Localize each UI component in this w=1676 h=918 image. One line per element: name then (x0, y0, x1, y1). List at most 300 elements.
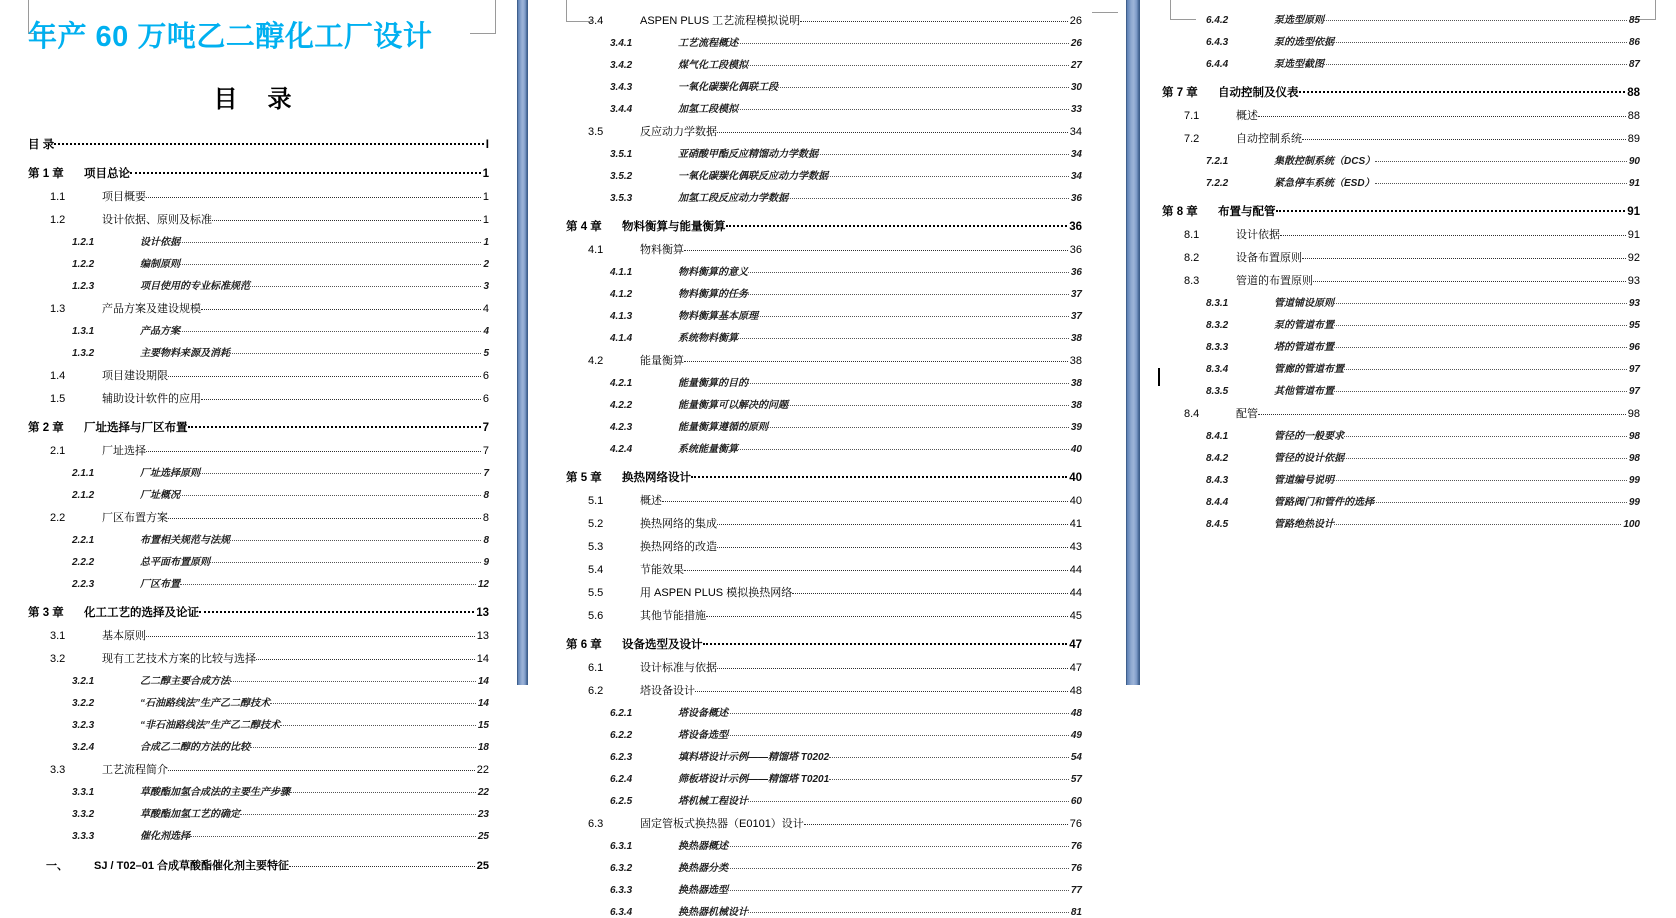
toc-entry-title: 编制原则 (140, 259, 180, 270)
toc-leader-dots (728, 706, 1069, 716)
toc-entry-page-number: 96 (1628, 342, 1640, 353)
toc-entry-number: 3.2 (50, 653, 66, 665)
toc-entry-number: 5.5 (588, 587, 604, 599)
toc-entry-page-number: 98 (1628, 431, 1640, 442)
toc-entry-title: 管径的一般要求 (1274, 431, 1344, 442)
toc-entry[interactable] (566, 376, 1082, 389)
toc-entry-number: 2.1.2 (72, 490, 95, 501)
toc-entry-title: 工艺流程概述 (678, 38, 738, 49)
toc-entry[interactable] (566, 265, 1082, 278)
toc-entry-number: 7.2.2 (1206, 178, 1229, 189)
toc-entry[interactable] (566, 516, 1082, 530)
toc-entry[interactable] (28, 510, 489, 524)
toc-entry[interactable] (1162, 473, 1640, 486)
toc-entry[interactable] (28, 858, 489, 872)
toc-entry-title: 管道的布置原则 (1236, 275, 1313, 287)
toc-entry[interactable] (566, 218, 1082, 233)
toc-leader-dots (289, 858, 475, 869)
toc-entry[interactable] (28, 368, 489, 382)
toc-entry-page-number: 38 (1070, 378, 1082, 389)
toc-entry-title: 管径的设计依据 (1274, 453, 1344, 464)
toc-entry-number: 3.4 (588, 15, 604, 27)
document-page-3[interactable] (1140, 0, 1676, 685)
toc-entry[interactable] (566, 728, 1082, 741)
toc-entry[interactable] (566, 58, 1082, 71)
toc-entry[interactable] (28, 189, 489, 203)
toc-entry-page-number: 54 (1070, 752, 1082, 763)
toc-leader-dots (270, 696, 476, 706)
toc-entry-title: 项目建设期限 (102, 370, 168, 382)
page-title: 年产 60 万吨乙二醇化工厂设计 (28, 21, 433, 53)
toc-entry-number: 第 7 章 (1162, 86, 1198, 99)
toc-entry-page-number: 44 (1069, 564, 1082, 576)
toc-entry-page-number: 57 (1070, 774, 1082, 785)
document-page-2[interactable] (528, 0, 1126, 918)
toc-entry[interactable] (28, 555, 489, 568)
toc-entry-page-number: 87 (1628, 59, 1640, 70)
toc-entry[interactable] (28, 674, 489, 687)
toc-entry-number: 8.1 (1184, 229, 1200, 241)
toc-entry-number: 6.1 (588, 662, 604, 674)
toc-entry-number: 6.3.2 (610, 863, 633, 874)
toc-entry[interactable] (566, 309, 1082, 322)
toc-entry-number: 4.2.2 (610, 400, 633, 411)
toc-entry-title: SJ / T02–01 合成草酸酯催化剂主要特征 (94, 860, 289, 872)
toc-entry-page-number: 4 (482, 303, 489, 315)
toc-entry-title: 基本原则 (102, 630, 146, 642)
toc-entry-page-number: 13 (476, 630, 489, 642)
toc-entry-number: 8.3.4 (1206, 364, 1229, 375)
toc-entry[interactable] (28, 807, 489, 820)
toc-leader-dots (788, 398, 1069, 408)
toc-entry[interactable] (566, 861, 1082, 874)
toc-entry[interactable] (1162, 495, 1640, 508)
toc-entry[interactable] (28, 829, 489, 842)
toc-entry-title: 能量衡算 (640, 355, 684, 367)
toc-entry-title: 塔设备概述 (678, 708, 728, 719)
toc-entry[interactable] (28, 628, 489, 642)
toc-entry-number: 3.2.2 (72, 698, 95, 709)
toc-leader-dots (818, 147, 1069, 157)
toc-leader-dots (230, 346, 481, 356)
toc-entry[interactable] (566, 585, 1082, 599)
toc-entry-page-number: 38 (1070, 400, 1082, 411)
toc-entry-number: 1.3.1 (72, 326, 95, 337)
toc-entry[interactable] (1162, 154, 1640, 167)
toc-entry[interactable] (1162, 362, 1640, 375)
toc-leader-dots (695, 683, 1068, 694)
toc-entry-page-number: 88 (1627, 86, 1640, 99)
toc-entry[interactable] (566, 442, 1082, 455)
toc-leader-dots (250, 740, 476, 750)
toc-entry-title: 工艺流程简介 (102, 764, 168, 776)
toc-leader-dots (792, 585, 1068, 596)
toc-leader-dots (250, 279, 481, 289)
toc-entry[interactable] (28, 212, 489, 226)
toc-leader-dots (1344, 451, 1627, 461)
toc-entry[interactable] (28, 604, 489, 619)
toc-entry[interactable] (1162, 84, 1640, 99)
toc-entry[interactable] (566, 660, 1082, 674)
toc-entry-title: 物料衡算 (640, 244, 684, 256)
toc-entry[interactable] (28, 235, 489, 248)
toc-entry-page-number: 1 (482, 214, 489, 226)
toc-entry-number: 8.3.3 (1206, 342, 1229, 353)
toc-leader-dots (748, 905, 1069, 915)
toc-entry-title: “非石油路线法”生产乙二醇技术 (140, 720, 280, 731)
toc-entry-number: 5.1 (588, 495, 604, 507)
toc-leader-dots (691, 469, 1067, 481)
toc-entry[interactable] (1162, 406, 1640, 420)
toc-entry-number: 4.1.1 (610, 267, 633, 278)
toc-entry-page-number: 6 (482, 393, 489, 405)
toc-entry-title: 设计依据 (1236, 229, 1280, 241)
toc-entry-number: 5.3 (588, 541, 604, 553)
toc-entry-page-number: 4 (483, 326, 489, 337)
toc-entry[interactable] (566, 905, 1082, 918)
toc-entry-title: 厂址概况 (140, 490, 180, 501)
toc-entry-number: 7.1 (1184, 110, 1200, 122)
toc-leader-dots (684, 242, 1068, 253)
toc-entry[interactable] (566, 80, 1082, 93)
toc-entry-title: 物料衡算与能量衡算 (622, 220, 726, 233)
toc-entry-title: 固定管板式换热器（E0101）设计 (640, 818, 804, 830)
toc-entry[interactable] (566, 169, 1082, 182)
toc-leader-dots (256, 651, 475, 662)
toc-entry[interactable] (1162, 384, 1640, 397)
toc-entry[interactable] (1162, 176, 1640, 189)
toc-entry[interactable] (1162, 451, 1640, 464)
toc-leader-dots (828, 169, 1069, 179)
toc-leader-dots (748, 265, 1069, 275)
toc-entry[interactable] (566, 562, 1082, 576)
toc-entry[interactable] (566, 13, 1082, 27)
toc-leader-dots (748, 287, 1069, 297)
toc-leader-dots (290, 785, 476, 795)
toc-entry[interactable] (566, 750, 1082, 763)
toc-entry[interactable] (566, 469, 1082, 484)
toc-entry-number: 3.1 (50, 630, 66, 642)
toc-entry-page-number: 18 (477, 742, 489, 753)
toc-entry-title: 泵选型截图 (1274, 59, 1324, 70)
toc-entry-title: 设计依据、原则及标准 (102, 214, 212, 226)
toc-entry[interactable] (566, 124, 1082, 138)
toc-entry-page-number: 1 (482, 191, 489, 203)
toc-entry[interactable] (28, 257, 489, 270)
toc-entry-number: 3.4.1 (610, 38, 633, 49)
toc-leader-dots (1375, 176, 1627, 186)
toc-entry[interactable] (28, 533, 489, 546)
toc-entry[interactable] (566, 883, 1082, 896)
toc-entry-title: 草酸酯加氢工艺的确定 (140, 809, 240, 820)
toc-entry-title: 设计依据 (140, 237, 180, 248)
toc-entry[interactable] (566, 539, 1082, 553)
toc-entry-page-number: 26 (1070, 38, 1082, 49)
toc-leader-dots (717, 539, 1068, 550)
toc-leader-dots (1276, 203, 1626, 215)
toc-leader-dots (1334, 384, 1627, 394)
toc-entry[interactable] (1162, 517, 1640, 530)
toc-leader-dots (738, 331, 1069, 341)
toc-entry-title: 总平面布置原则 (140, 557, 210, 568)
toc-leader-dots (728, 839, 1069, 849)
toc-entry-number: 2.2.2 (72, 557, 95, 568)
toc-entry-page-number: 13 (476, 606, 489, 619)
toc-entry[interactable] (28, 466, 489, 479)
toc-entry[interactable] (566, 331, 1082, 344)
toc-entry-page-number: 14 (477, 698, 489, 709)
toc-entry-title: 目 录 (28, 138, 55, 151)
toc-entry-number: 6.2.5 (610, 796, 633, 807)
toc-leader-dots (146, 443, 481, 454)
document-page-1[interactable] (0, 0, 517, 872)
toc-entry-title: 设计标准与依据 (640, 662, 717, 674)
toc-entry[interactable] (28, 324, 489, 337)
toc-entry-page-number: I (485, 138, 489, 151)
toc-leader-dots (748, 794, 1069, 804)
toc-leader-dots (1299, 84, 1626, 96)
toc-leader-dots (280, 718, 476, 728)
toc-entry-page-number: 97 (1628, 386, 1640, 397)
toc-entry[interactable] (28, 136, 489, 151)
toc-entry-title: 换热器选型 (678, 885, 728, 896)
toc-entry[interactable] (566, 816, 1082, 830)
toc-entry-number: 5.4 (588, 564, 604, 576)
toc-entry-page-number: 99 (1628, 497, 1640, 508)
toc-entry-title: 换热器分类 (678, 863, 728, 874)
toc-entry[interactable] (1162, 227, 1640, 241)
toc-entry-title: 厂址选择 (102, 445, 146, 457)
toc-entry-title: 换热网络设计 (622, 471, 691, 484)
toc-entry[interactable] (28, 718, 489, 731)
toc-entry-title: 填料塔设计示例——精馏塔 T0202 (678, 752, 830, 763)
toc-entry[interactable] (566, 794, 1082, 807)
toc-entry-page-number: 34 (1069, 126, 1082, 138)
toc-entry-title: 煤气化工段模拟 (678, 60, 748, 71)
toc-entry[interactable] (1162, 131, 1640, 145)
toc-leader-dots (200, 466, 481, 476)
page-divider-2 (1126, 0, 1140, 685)
toc-entry-title: 筛板塔设计示例——精馏塔 T0201 (678, 774, 830, 785)
toc-leader-dots (1334, 517, 1621, 527)
page-divider-1 (517, 0, 528, 685)
toc-entry-number: 1.3.2 (72, 348, 95, 359)
toc-entry[interactable] (28, 488, 489, 501)
toc-entry[interactable] (1162, 296, 1640, 309)
toc-entry-number: 8.3 (1184, 275, 1200, 287)
toc-entry-title: 其他节能措施 (640, 610, 706, 622)
toc-leader-dots (201, 301, 481, 312)
toc-leader-dots (168, 510, 481, 521)
toc-entry[interactable] (28, 419, 489, 434)
toc-leader-dots (201, 391, 481, 402)
toc-entry-page-number: 85 (1628, 15, 1640, 26)
toc-leader-dots (800, 13, 1068, 24)
toc-entry[interactable] (566, 147, 1082, 160)
toc-entry-page-number: 47 (1069, 638, 1082, 651)
toc-entry[interactable] (1162, 340, 1640, 353)
toc-entry-page-number: 91 (1627, 229, 1640, 241)
toc-entry-number: 1.4 (50, 370, 66, 382)
toc-entry-page-number: 14 (477, 676, 489, 687)
toc-entry-page-number: 7 (483, 468, 489, 479)
toc-leader-dots (1302, 131, 1626, 142)
toc-entry-page-number: 37 (1070, 311, 1082, 322)
toc-entry[interactable] (28, 651, 489, 665)
toc-leader-dots (146, 189, 481, 200)
toc-entry[interactable] (566, 398, 1082, 411)
toc-entry[interactable] (28, 785, 489, 798)
toc-entry-number: 1.2.3 (72, 281, 95, 292)
toc-leader-dots (1334, 473, 1627, 483)
toc-entry-title: 草酸酯加氢合成法的主要生产步骤 (140, 787, 290, 798)
toc-entry-number: 第 6 章 (566, 638, 602, 651)
toc-entry-number: 3.3 (50, 764, 66, 776)
toc-entry[interactable] (566, 493, 1082, 507)
toc-leader-dots (728, 861, 1069, 871)
toc-entry[interactable] (28, 696, 489, 709)
toc-entry-page-number: 33 (1070, 104, 1082, 115)
toc-leader-dots (1313, 273, 1626, 284)
toc-entry[interactable] (566, 36, 1082, 49)
toc-entry-page-number: 30 (1070, 82, 1082, 93)
toc-leader-dots (1324, 57, 1627, 67)
toc-leader-dots (728, 883, 1069, 893)
toc-entry-number: 4.2.4 (610, 444, 633, 455)
toc-entry-title: 设备布置原则 (1236, 252, 1302, 264)
toc-list-page-3 (1162, 13, 1646, 530)
toc-leader-dots (180, 488, 481, 498)
toc-entry-title: 自动控制及仪表 (1218, 86, 1299, 99)
toc-entry[interactable] (1162, 108, 1640, 122)
toc-entry[interactable] (566, 636, 1082, 651)
toc-entry-title: 泵的选型依据 (1274, 37, 1334, 48)
toc-entry[interactable] (28, 279, 489, 292)
toc-entry[interactable] (566, 191, 1082, 204)
toc-entry-page-number: 47 (1069, 662, 1082, 674)
toc-entry-number: 3.5 (588, 126, 604, 138)
toc-entry[interactable] (28, 740, 489, 753)
toc-entry-number: 6.3.1 (610, 841, 633, 852)
toc-entry-number: 1.2.1 (72, 237, 95, 248)
toc-entry[interactable] (566, 608, 1082, 622)
toc-entry-page-number: 76 (1069, 818, 1082, 830)
toc-leader-dots (703, 636, 1068, 648)
toc-entry-number: 6.4.4 (1206, 59, 1229, 70)
toc-entry-page-number: 8 (483, 535, 489, 546)
toc-entry-page-number: 95 (1628, 320, 1640, 331)
toc-entry-title: 厂区布置方案 (102, 512, 168, 524)
toc-leader-dots (738, 36, 1069, 46)
toc-leader-dots (212, 212, 481, 223)
toc-entry-page-number: 81 (1070, 907, 1082, 918)
toc-entry[interactable] (566, 242, 1082, 256)
toc-entry-page-number: 37 (1070, 289, 1082, 300)
toc-entry-title: 塔设备选型 (678, 730, 728, 741)
toc-entry-number: 6.4.2 (1206, 15, 1229, 26)
toc-entry-number: 第 4 章 (566, 220, 602, 233)
toc-leader-dots (180, 235, 481, 245)
toc-entry-number: 2.1.1 (72, 468, 95, 479)
text-cursor (1158, 368, 1160, 386)
toc-entry-page-number: 2 (483, 259, 489, 270)
toc-entry[interactable] (1162, 57, 1640, 70)
toc-entry-number: 4.2 (588, 355, 604, 367)
toc-entry-title: 管道铺设原则 (1274, 298, 1334, 309)
toc-leader-dots (1280, 227, 1626, 238)
toc-entry[interactable] (28, 762, 489, 776)
toc-entry-number: 8.3.1 (1206, 298, 1229, 309)
toc-entry[interactable] (1162, 203, 1640, 218)
toc-entry-number: 一、 (46, 860, 68, 872)
toc-leader-dots (758, 309, 1069, 319)
toc-entry[interactable] (566, 772, 1082, 785)
toc-entry[interactable] (28, 443, 489, 457)
toc-leader-dots (662, 493, 1068, 504)
toc-entry-number: 2.2 (50, 512, 66, 524)
toc-entry[interactable] (566, 102, 1082, 115)
toc-entry[interactable] (1162, 13, 1640, 26)
toc-entry-page-number: 7 (482, 445, 489, 457)
toc-entry-number: 1.5 (50, 393, 66, 405)
toc-entry-title: 管路阀门和管件的选择 (1274, 497, 1374, 508)
toc-entry[interactable] (28, 301, 489, 315)
toc-entry-page-number: 40 (1069, 471, 1082, 484)
toc-entry[interactable] (1162, 318, 1640, 331)
toc-entry-title: 管道编号说明 (1274, 475, 1334, 486)
toc-entry-title: 紧急停车系统（ESD） (1274, 178, 1375, 189)
toc-entry-page-number: 1 (482, 167, 489, 180)
toc-leader-dots (684, 562, 1068, 573)
toc-entry[interactable] (1162, 429, 1640, 442)
toc-entry-page-number: 6 (482, 370, 489, 382)
toc-entry-title: 产品方案 (140, 326, 180, 337)
toc-entry-number: 4.1.3 (610, 311, 633, 322)
toc-entry[interactable] (566, 839, 1082, 852)
toc-entry-number: 3.3.3 (72, 831, 95, 842)
toc-entry[interactable] (566, 287, 1082, 300)
toc-entry[interactable] (566, 706, 1082, 719)
toc-entry[interactable] (566, 683, 1082, 697)
toc-entry-title: 乙二醇主要合成方法 (140, 676, 230, 687)
toc-entry-number: 4.2.3 (610, 422, 633, 433)
toc-entry-title: 泵的管道布置 (1274, 320, 1334, 331)
toc-entry-number: 5.2 (588, 518, 604, 530)
toc-leader-dots (748, 58, 1069, 68)
toc-entry[interactable] (28, 577, 489, 590)
toc-entry[interactable] (28, 165, 489, 180)
toc-entry[interactable] (1162, 250, 1640, 264)
toc-entry[interactable] (1162, 273, 1640, 287)
toc-leader-dots (684, 353, 1068, 364)
toc-entry-page-number: 98 (1627, 408, 1640, 420)
toc-entry-number: 8.4.2 (1206, 453, 1229, 464)
toc-entry-number: 3.2.3 (72, 720, 95, 731)
toc-entry[interactable] (566, 420, 1082, 433)
toc-entry[interactable] (28, 346, 489, 359)
toc-leader-dots (706, 608, 1068, 619)
toc-entry-number: 第 3 章 (28, 606, 64, 619)
toc-entry[interactable] (566, 353, 1082, 367)
toc-leader-dots (1344, 362, 1627, 372)
toc-entry-number: 6.2.4 (610, 774, 633, 785)
toc-entry-page-number: 91 (1628, 178, 1640, 189)
toc-entry[interactable] (28, 391, 489, 405)
toc-leader-dots (1374, 495, 1627, 505)
toc-list-page-2 (566, 13, 1082, 918)
toc-leader-dots (190, 829, 476, 839)
toc-entry[interactable] (1162, 35, 1640, 48)
